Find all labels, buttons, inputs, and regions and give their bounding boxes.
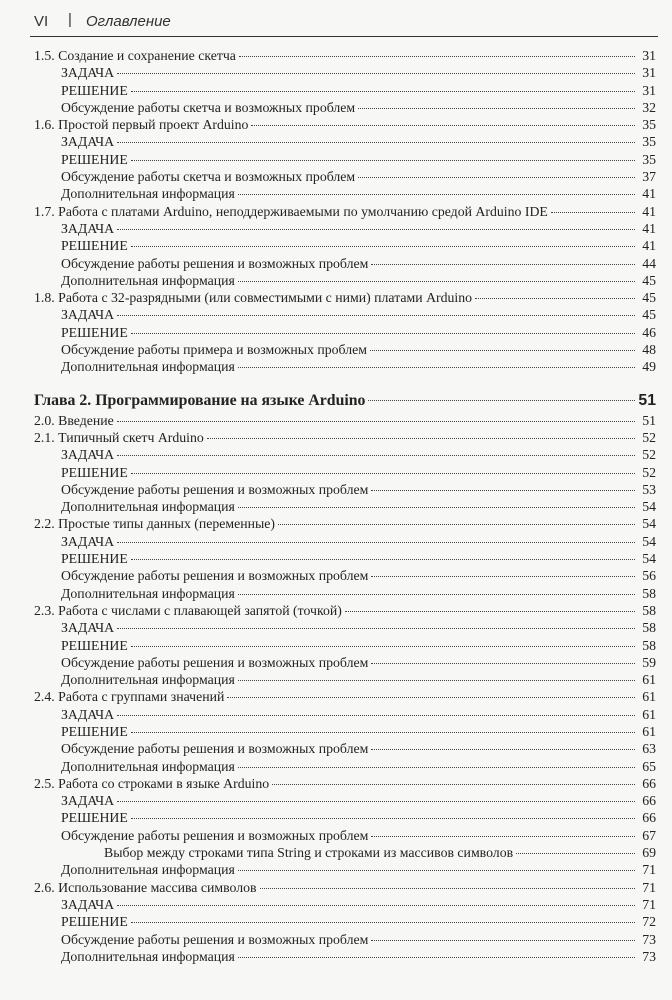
entry-page-number: 54 bbox=[642, 516, 656, 532]
toc-entry[interactable] bbox=[34, 272, 656, 289]
entry-page-number: 46 bbox=[642, 324, 656, 340]
entry-page-number: 58 bbox=[642, 585, 656, 601]
toc-entry[interactable] bbox=[34, 931, 656, 948]
entry-label: РЕШЕНИЕ bbox=[61, 464, 128, 480]
entry-page-number: 63 bbox=[642, 741, 656, 757]
toc-entry[interactable] bbox=[34, 412, 656, 429]
page-header bbox=[30, 8, 658, 37]
entry-label: РЕШЕНИЕ bbox=[61, 238, 128, 254]
entry-page-number: 66 bbox=[642, 775, 656, 791]
toc-entry[interactable] bbox=[34, 585, 656, 602]
entry-label: Дополнительная информация bbox=[61, 359, 235, 375]
entry-label: ЗАДАЧА bbox=[61, 793, 115, 809]
toc-entry[interactable] bbox=[34, 861, 656, 878]
dot-leader bbox=[117, 315, 635, 316]
toc-entry[interactable] bbox=[34, 47, 656, 64]
entry-label: 1.8. Работа с 32-разрядными (или совместимыми с ними) платами Arduino bbox=[34, 290, 473, 306]
dot-leader bbox=[251, 125, 635, 126]
dot-leader bbox=[239, 56, 635, 57]
dot-leader bbox=[131, 160, 635, 161]
toc-entry[interactable] bbox=[34, 758, 656, 775]
entry-page-number: 37 bbox=[642, 169, 656, 185]
entry-label: Обсуждение работы решения и возможных проблем bbox=[61, 931, 369, 947]
toc-entry[interactable] bbox=[34, 498, 656, 515]
entry-label: РЕШЕНИЕ bbox=[61, 324, 128, 340]
toc-entry[interactable] bbox=[34, 324, 656, 341]
entry-page-number: 41 bbox=[642, 203, 656, 219]
dot-leader bbox=[131, 922, 635, 923]
entry-label: РЕШЕНИЕ bbox=[61, 551, 128, 567]
dot-leader bbox=[117, 455, 635, 456]
dot-leader bbox=[131, 818, 635, 819]
entry-page-number: 32 bbox=[642, 99, 656, 115]
entry-label: Дополнительная информация bbox=[61, 948, 235, 964]
dot-leader bbox=[371, 940, 635, 941]
entry-page-number: 73 bbox=[642, 931, 656, 947]
toc-entry[interactable] bbox=[34, 151, 656, 168]
dot-leader bbox=[131, 91, 635, 92]
entry-page-number: 31 bbox=[642, 48, 656, 63]
dot-leader bbox=[117, 421, 635, 422]
entry-page-number: 58 bbox=[642, 620, 656, 636]
dot-leader bbox=[117, 73, 635, 74]
toc-entry[interactable] bbox=[34, 671, 656, 688]
dot-leader bbox=[260, 888, 635, 889]
entry-label: 2.4. Работа с группами значений bbox=[34, 689, 225, 705]
dot-leader bbox=[238, 507, 635, 508]
toc-entry[interactable] bbox=[34, 550, 656, 567]
toc-entry[interactable] bbox=[34, 637, 656, 654]
dot-leader bbox=[272, 784, 635, 785]
entry-label: 2.6. Использование массива символов bbox=[34, 879, 257, 895]
entry-label: 1.6. Простой первый проект Arduino bbox=[34, 117, 249, 133]
entry-page-number: 49 bbox=[642, 359, 656, 375]
dot-leader bbox=[358, 177, 635, 178]
dot-leader bbox=[117, 628, 635, 629]
toc-entry[interactable] bbox=[34, 567, 656, 584]
dot-leader bbox=[370, 350, 635, 351]
toc-entry[interactable] bbox=[34, 237, 656, 254]
dot-leader bbox=[117, 801, 635, 802]
entry-label: ЗАДАЧА bbox=[61, 533, 115, 549]
toc-entry[interactable] bbox=[34, 220, 656, 237]
toc-entry[interactable] bbox=[34, 809, 656, 826]
toc-entry[interactable] bbox=[34, 481, 656, 498]
dot-leader bbox=[238, 367, 635, 368]
entry-label: 2.5. Работа со строками в языке Arduino bbox=[34, 775, 270, 791]
entry-label: Обсуждение работы решения и возможных проблем bbox=[61, 255, 369, 271]
entry-label: РЕШЕНИЕ bbox=[61, 810, 128, 826]
entry-page-number: 65 bbox=[642, 758, 656, 774]
dot-leader bbox=[131, 473, 635, 474]
toc-entry[interactable] bbox=[34, 203, 656, 220]
entry-label: 2.1. Типичный скетч Arduino bbox=[34, 429, 204, 445]
entry-label: ЗАДАЧА bbox=[61, 447, 115, 463]
entry-page-number: 52 bbox=[642, 464, 656, 480]
entry-page-number: 54 bbox=[642, 533, 656, 549]
entry-page-number: 31 bbox=[642, 82, 656, 98]
entry-label: ЗАДАЧА bbox=[61, 307, 115, 323]
toc-entry[interactable] bbox=[34, 82, 656, 99]
entry-page-number: 31 bbox=[642, 65, 656, 81]
entry-page-number: 61 bbox=[642, 672, 656, 688]
toc-entry[interactable] bbox=[34, 185, 656, 202]
toc-entry[interactable] bbox=[34, 619, 656, 636]
entry-page-number: 61 bbox=[642, 689, 656, 705]
entry-label: Выбор между строками типа String и строками из массивов символов bbox=[104, 845, 514, 861]
toc-entry[interactable] bbox=[34, 654, 656, 671]
entry-label: Обсуждение работы примера и возможных проблем bbox=[61, 342, 367, 358]
toc-entry[interactable] bbox=[34, 740, 656, 757]
dot-leader bbox=[371, 749, 635, 750]
entry-page-number: 54 bbox=[642, 551, 656, 567]
entry-page-number: 48 bbox=[642, 342, 656, 358]
toc-entry[interactable] bbox=[34, 602, 656, 619]
dot-leader bbox=[238, 281, 635, 282]
header-separator: | bbox=[68, 11, 72, 28]
entry-page-number: 58 bbox=[642, 602, 656, 618]
toc-entry[interactable] bbox=[34, 429, 656, 446]
entry-page-number: 41 bbox=[642, 238, 656, 254]
entry-label: Дополнительная информация bbox=[61, 672, 235, 688]
entry-page-number: 59 bbox=[642, 654, 656, 670]
toc-entry[interactable] bbox=[34, 515, 656, 532]
entry-label: ЗАДАЧА bbox=[61, 706, 115, 722]
toc-entry[interactable] bbox=[34, 533, 656, 550]
toc-entry[interactable] bbox=[34, 775, 656, 792]
dot-leader bbox=[345, 611, 635, 612]
entry-page-number: 67 bbox=[642, 827, 656, 843]
entry-label: Дополнительная информация bbox=[61, 585, 235, 601]
dot-leader bbox=[551, 212, 635, 213]
entry-page-number: 41 bbox=[642, 186, 656, 202]
entry-label: Обсуждение работы решения и возможных проблем bbox=[61, 827, 369, 843]
entry-page-number: 35 bbox=[642, 134, 656, 150]
dot-leader bbox=[371, 264, 635, 265]
toc-entry[interactable] bbox=[34, 688, 656, 705]
entry-label: Дополнительная информация bbox=[61, 186, 235, 202]
entry-label: Обсуждение работы решения и возможных проблем bbox=[61, 568, 369, 584]
dot-leader bbox=[371, 836, 635, 837]
toc-entry[interactable] bbox=[34, 464, 656, 481]
entry-page-number: 69 bbox=[642, 845, 656, 861]
dot-leader bbox=[131, 646, 635, 647]
dot-leader bbox=[238, 594, 635, 595]
toc-entry[interactable] bbox=[34, 341, 656, 358]
entry-page-number: 45 bbox=[642, 272, 656, 288]
toc-entry[interactable] bbox=[34, 306, 656, 323]
entry-page-number: 35 bbox=[642, 151, 656, 167]
entry-label: ЗАДАЧА bbox=[61, 620, 115, 636]
dot-leader bbox=[516, 853, 635, 854]
dot-leader bbox=[131, 333, 635, 334]
dot-leader bbox=[238, 957, 635, 958]
entry-page-number: 54 bbox=[642, 499, 656, 515]
entry-label: 2.2. Простые типы данных (переменные) bbox=[34, 516, 276, 532]
toc-entry[interactable] bbox=[34, 64, 656, 81]
toc-entry[interactable] bbox=[34, 446, 656, 463]
toc-entry[interactable] bbox=[34, 99, 656, 116]
toc-entry[interactable] bbox=[34, 844, 656, 861]
entry-page-number: 73 bbox=[642, 948, 656, 964]
entry-page-number: 66 bbox=[642, 810, 656, 826]
entry-label: РЕШЕНИЕ bbox=[61, 637, 128, 653]
entry-label: Глава 2. Программирование на языке Arduino bbox=[34, 391, 366, 409]
entry-label: РЕШЕНИЕ bbox=[61, 151, 128, 167]
entry-page-number: 35 bbox=[642, 117, 656, 133]
entry-label: 1.7. Работа с платами Arduino, неподдерживаемыми по умолчанию средой Arduino IDE bbox=[34, 203, 548, 219]
dot-leader bbox=[117, 715, 635, 716]
entry-label: ЗАДАЧА bbox=[61, 220, 115, 236]
dot-leader bbox=[131, 246, 635, 247]
entry-label: ЗАДАЧА bbox=[61, 896, 115, 912]
entry-label: Обсуждение работы скетча и возможных проблем bbox=[61, 169, 356, 185]
entry-page-number: 72 bbox=[642, 914, 656, 930]
dot-leader bbox=[278, 524, 635, 525]
dot-leader bbox=[117, 142, 635, 143]
entry-page-number: 51 bbox=[638, 391, 656, 409]
entry-page-number: 51 bbox=[642, 412, 656, 428]
dot-leader bbox=[117, 229, 635, 230]
toc-entry[interactable] bbox=[34, 168, 656, 185]
table-of-contents bbox=[34, 47, 656, 965]
entry-page-number: 45 bbox=[642, 290, 656, 306]
entry-label: Обсуждение работы решения и возможных проблем bbox=[61, 481, 369, 497]
entry-page-number: 71 bbox=[642, 862, 656, 878]
toc-entry[interactable] bbox=[34, 133, 656, 150]
entry-label: Обсуждение работы скетча и возможных проблем bbox=[61, 99, 356, 115]
toc-entry[interactable] bbox=[34, 706, 656, 723]
entry-label: Дополнительная информация bbox=[61, 272, 235, 288]
toc-entry[interactable] bbox=[34, 792, 656, 809]
entry-label: Дополнительная информация bbox=[61, 758, 235, 774]
entry-label: Обсуждение работы решения и возможных проблем bbox=[61, 741, 369, 757]
entry-label: ЗАДАЧА bbox=[61, 65, 115, 81]
entry-page-number: 56 bbox=[642, 568, 656, 584]
entry-label: ЗАДАЧА bbox=[61, 134, 115, 150]
dot-leader bbox=[238, 194, 635, 195]
dot-leader bbox=[358, 108, 635, 109]
toc-entry[interactable] bbox=[34, 948, 656, 965]
toc-entry[interactable] bbox=[34, 913, 656, 930]
entry-page-number: 45 bbox=[642, 307, 656, 323]
entry-page-number: 52 bbox=[642, 447, 656, 463]
toc-entry[interactable] bbox=[34, 827, 656, 844]
entry-page-number: 52 bbox=[642, 429, 656, 445]
entry-page-number: 41 bbox=[642, 220, 656, 236]
dot-leader bbox=[238, 767, 635, 768]
entry-page-number: 61 bbox=[642, 723, 656, 739]
dot-leader bbox=[207, 438, 635, 439]
entry-page-number: 44 bbox=[642, 255, 656, 271]
entry-label: Дополнительная информация bbox=[61, 499, 235, 515]
entry-label: РЕШЕНИЕ bbox=[61, 914, 128, 930]
toc-entry[interactable] bbox=[34, 358, 656, 375]
dot-leader bbox=[117, 542, 635, 543]
entry-page-number: 71 bbox=[642, 879, 656, 895]
dot-leader bbox=[227, 697, 635, 698]
dot-leader bbox=[131, 732, 635, 733]
entry-label: Дополнительная информация bbox=[61, 862, 235, 878]
dot-leader bbox=[131, 559, 635, 560]
entry-page-number: 71 bbox=[642, 896, 656, 912]
entry-label: Обсуждение работы решения и возможных проблем bbox=[61, 654, 369, 670]
entry-page-number: 61 bbox=[642, 706, 656, 722]
entry-label: 1.5. Создание и сохранение скетча bbox=[34, 48, 236, 63]
entry-label: 2.0. Введение bbox=[34, 412, 114, 428]
toc-entry[interactable] bbox=[34, 723, 656, 740]
toc-entry[interactable] bbox=[34, 896, 656, 913]
dot-leader bbox=[238, 870, 635, 871]
toc-entry[interactable] bbox=[34, 255, 656, 272]
entry-page-number: 66 bbox=[642, 793, 656, 809]
entry-label: РЕШЕНИЕ bbox=[61, 723, 128, 739]
entry-label: 2.3. Работа с числами с плавающей запятой (точкой) bbox=[34, 602, 342, 618]
chapter-entry[interactable] bbox=[34, 390, 656, 412]
dot-leader bbox=[117, 905, 635, 906]
entry-label: РЕШЕНИЕ bbox=[61, 82, 128, 98]
toc-entry[interactable] bbox=[34, 879, 656, 896]
dot-leader bbox=[475, 298, 635, 299]
running-title: Оглавление bbox=[86, 13, 171, 30]
toc-entry[interactable] bbox=[34, 116, 656, 133]
toc-entry[interactable] bbox=[34, 289, 656, 306]
dot-leader bbox=[371, 663, 635, 664]
dot-leader bbox=[371, 576, 635, 577]
dot-leader bbox=[368, 400, 635, 401]
dot-leader bbox=[371, 490, 635, 491]
entry-page-number: 53 bbox=[642, 481, 656, 497]
page-number: VI bbox=[34, 13, 49, 30]
entry-page-number: 58 bbox=[642, 637, 656, 653]
dot-leader bbox=[238, 680, 635, 681]
